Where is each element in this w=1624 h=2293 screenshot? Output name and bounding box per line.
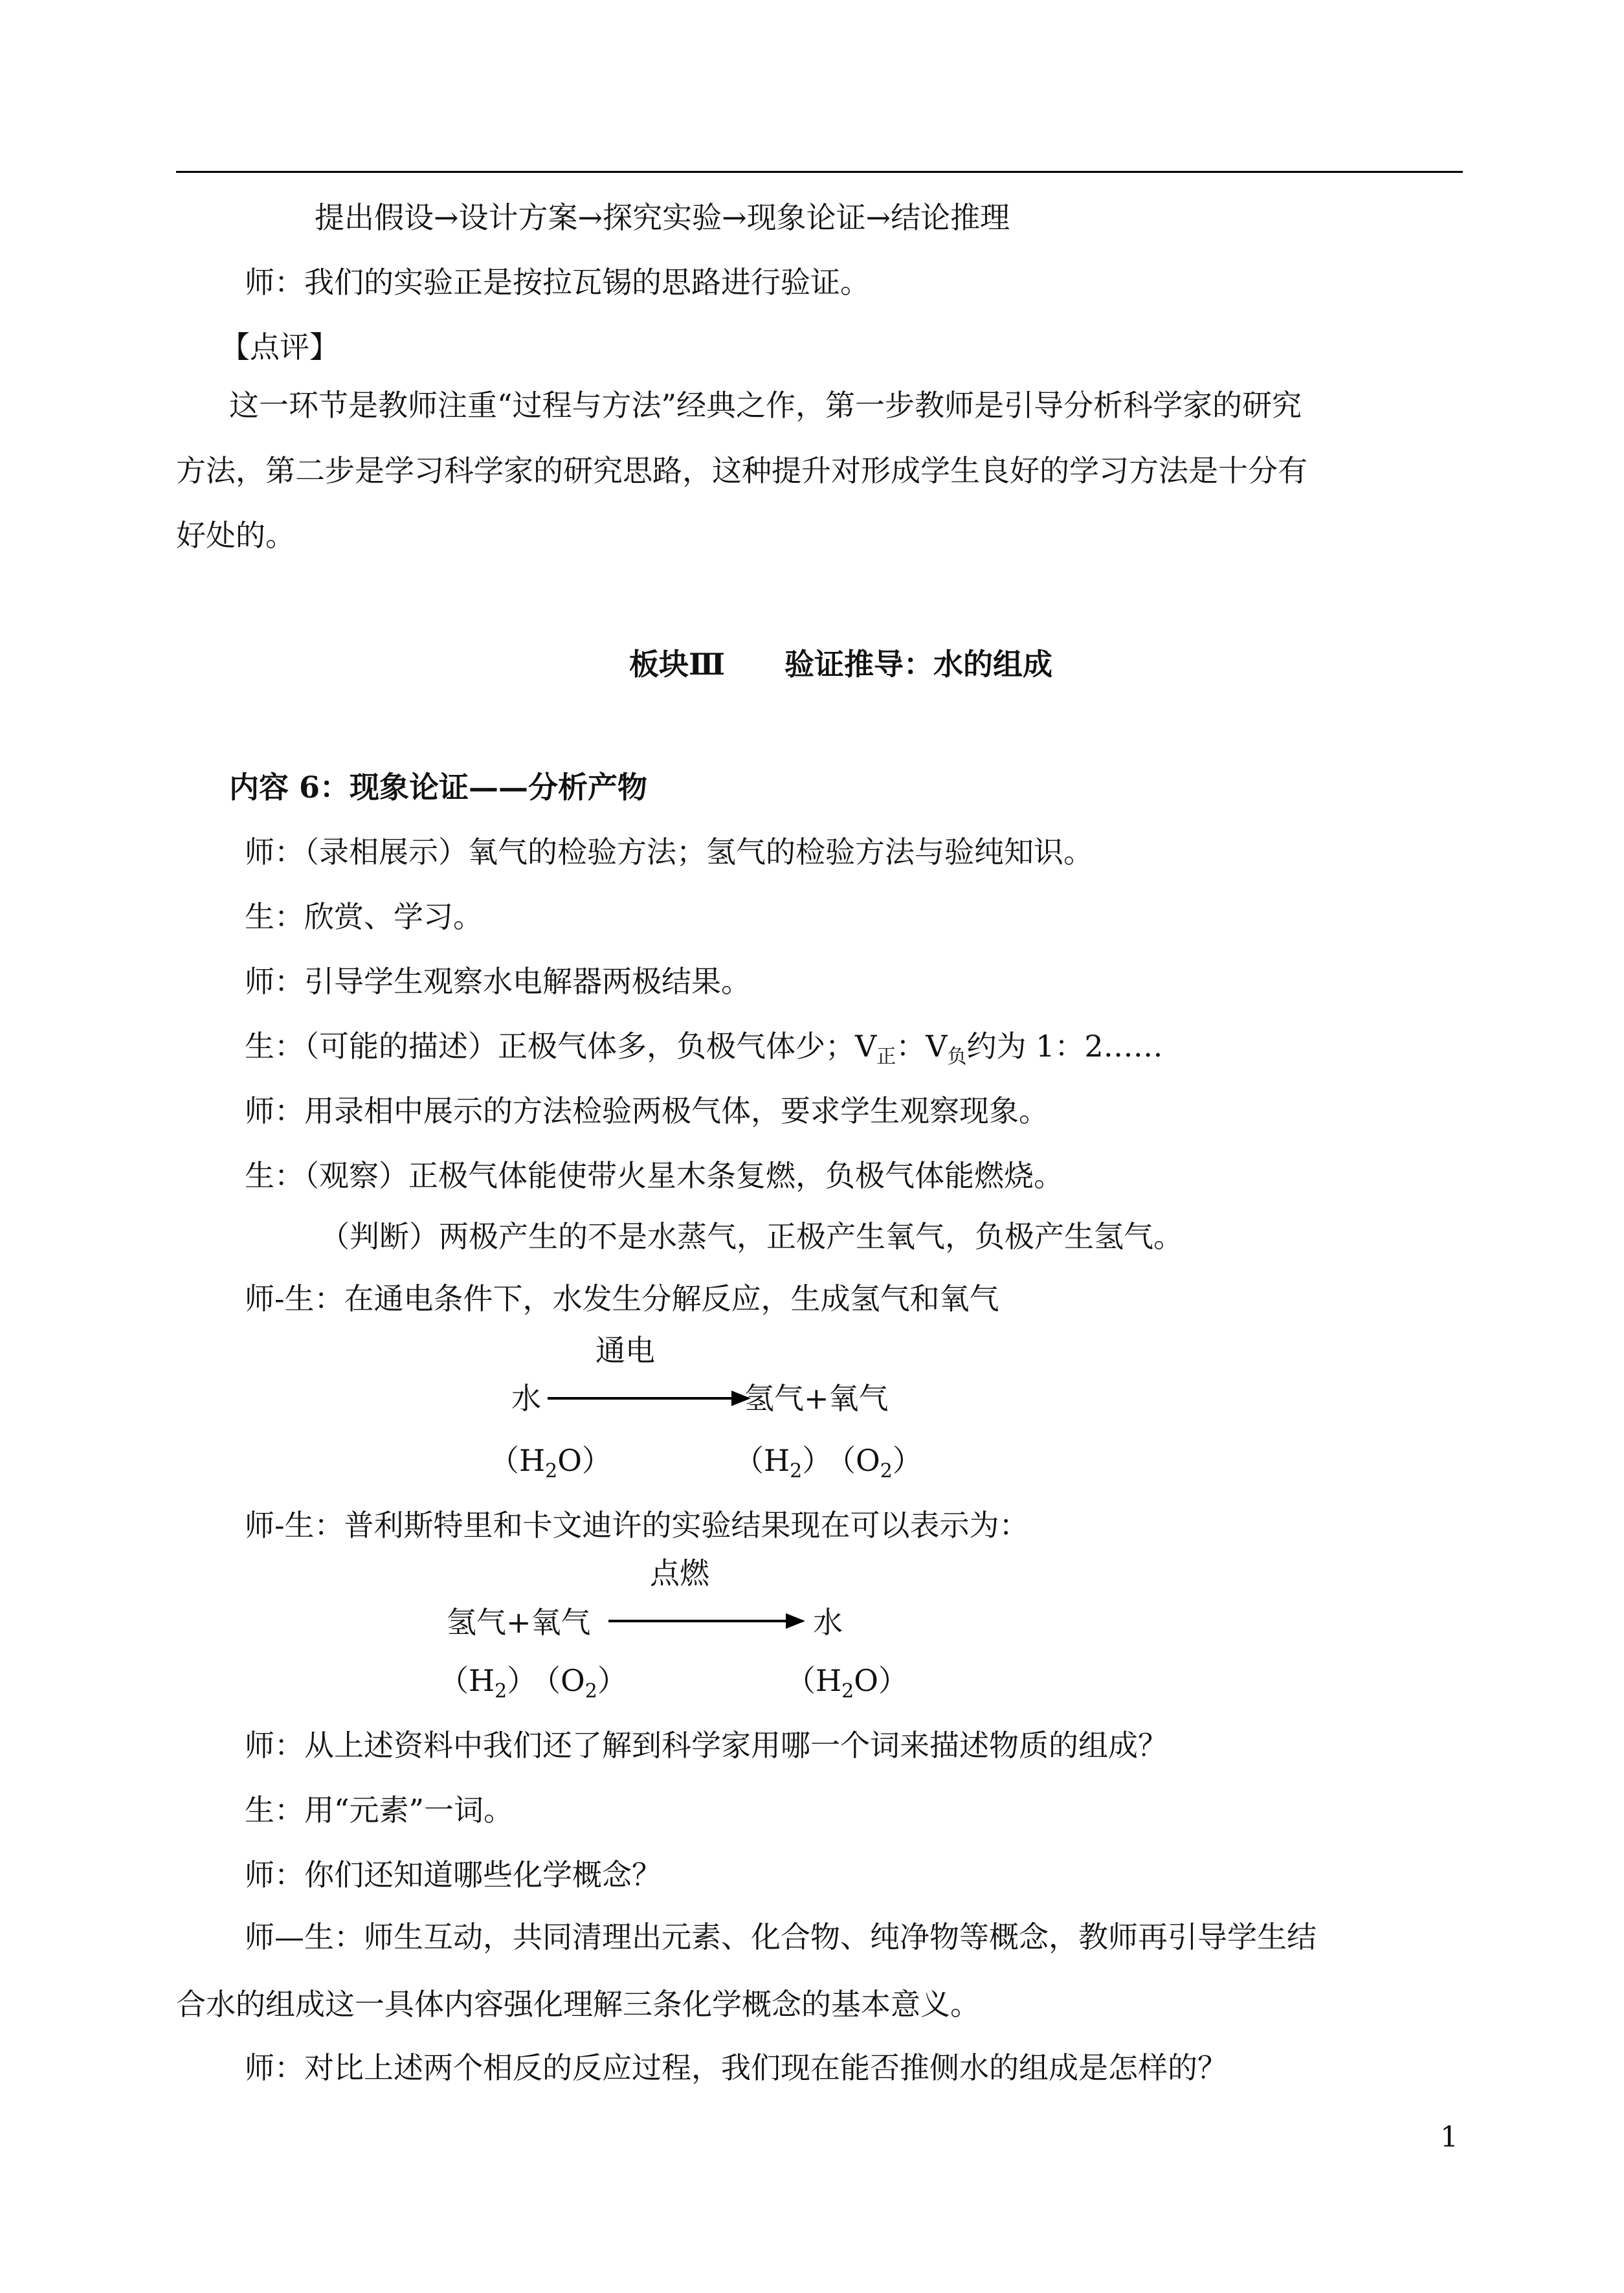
formula-hydrogen: $(H_2)$ [439, 1663, 537, 1703]
teacher-student-line-1: 师—生：师生互动，共同清理出元素、化合物、纯净物等概念，教师再引导学生结 [245, 1919, 1317, 1954]
teacher-line: 师：从上述资料中我们还了解到科学家用哪一个词来描述物质的组成？ [245, 1728, 1168, 1763]
header-rule [176, 171, 1463, 173]
product-label: 水 [813, 1605, 843, 1640]
ratio-text-end: 约为 1：2…… [966, 1029, 1163, 1064]
formula-hydrogen: $(H_2)$ [734, 1443, 832, 1482]
student-line [245, 1027, 1163, 1077]
teacher-line: 师：（录相展示）氧气的检验方法；氢气的检验方法与验纯知识。 [245, 834, 1093, 869]
ratio-text-start: 生：（可能的描述）正极气体多，负极气体少；V [245, 1029, 877, 1064]
student-line: 生：欣赏、学习。 [245, 899, 483, 934]
teacher-line: 师：我们的实验正是按拉瓦锡的思路进行验证。 [245, 265, 870, 300]
ratio-subscript-negative: 负 [947, 1046, 967, 1068]
teacher-line: 师：你们还知道哪些化学概念？ [245, 1857, 662, 1892]
condition-label: 点燃 [650, 1556, 709, 1591]
comment-paragraph-line-3: 好处的。 [176, 518, 295, 553]
product-label: 氢气+氧气 [744, 1381, 889, 1416]
teacher-line: 师：用录相中展示的方法检验两极气体，要求学生观察现象。 [245, 1093, 1049, 1128]
reaction-arrow-icon [548, 1397, 748, 1400]
formula-water: $(H_2O)$ [786, 1663, 908, 1703]
formula-oxygen: $(O_2)$ [826, 1443, 922, 1482]
student-line: 生：（观察）正极气体能使带火星木条复燃，负极气体能燃烧。 [245, 1158, 1063, 1193]
reaction-arrow-icon [608, 1620, 803, 1622]
student-judgement-line: （判断）两极产生的不是水蒸气，正极产生氧气，负极产生氢气。 [320, 1219, 1183, 1254]
comment-paragraph-line-2: 方法，第二步是学习科学家的研究思路，这种提升对形成学生良好的学习方法是十分有 [176, 453, 1307, 488]
reactant-label: 氢气+氧气 [447, 1605, 591, 1640]
formula-oxygen: $(O_2)$ [531, 1663, 627, 1703]
section-title: 板块Ⅲ 验证推导：水的组成 [629, 647, 1053, 682]
teacher-line: 师：对比上述两个相反的反应过程，我们现在能否推侧水的组成是怎样的？ [245, 2050, 1227, 2085]
condition-label: 通电 [595, 1333, 655, 1368]
teacher-line: 师：引导学生观察水电解器两极结果。 [245, 964, 751, 999]
ratio-subscript-positive: 正 [876, 1046, 896, 1068]
inquiry-steps-line: 提出假设→设计方案→探究实验→现象论证→结论推理 [315, 200, 1010, 235]
content-title: 内容 6：现象论证——分析产物 [229, 770, 648, 805]
teacher-student-line: 师-生：在通电条件下，水发生分解反应，生成氢气和氧气 [245, 1281, 999, 1316]
comment-heading: 【点评】 [220, 330, 339, 364]
page-number: 1 [1440, 2121, 1458, 2154]
reactant-label: 水 [511, 1381, 541, 1416]
ratio-text-mid: ：V [896, 1029, 948, 1064]
formula-water: $(H_2O)$ [489, 1443, 612, 1482]
teacher-student-line-2: 合水的组成这一具体内容强化理解三条化学概念的基本意义。 [176, 1987, 980, 2022]
student-line: 生：用“元素”一词。 [245, 1793, 514, 1828]
teacher-student-line: 师-生：普利斯特里和卡文迪许的实验结果现在可以表示为： [245, 1508, 1029, 1543]
comment-paragraph-line-1: 这一环节是教师注重“过程与方法”经典之作，第一步教师是引导分析科学家的研究 [229, 388, 1302, 423]
